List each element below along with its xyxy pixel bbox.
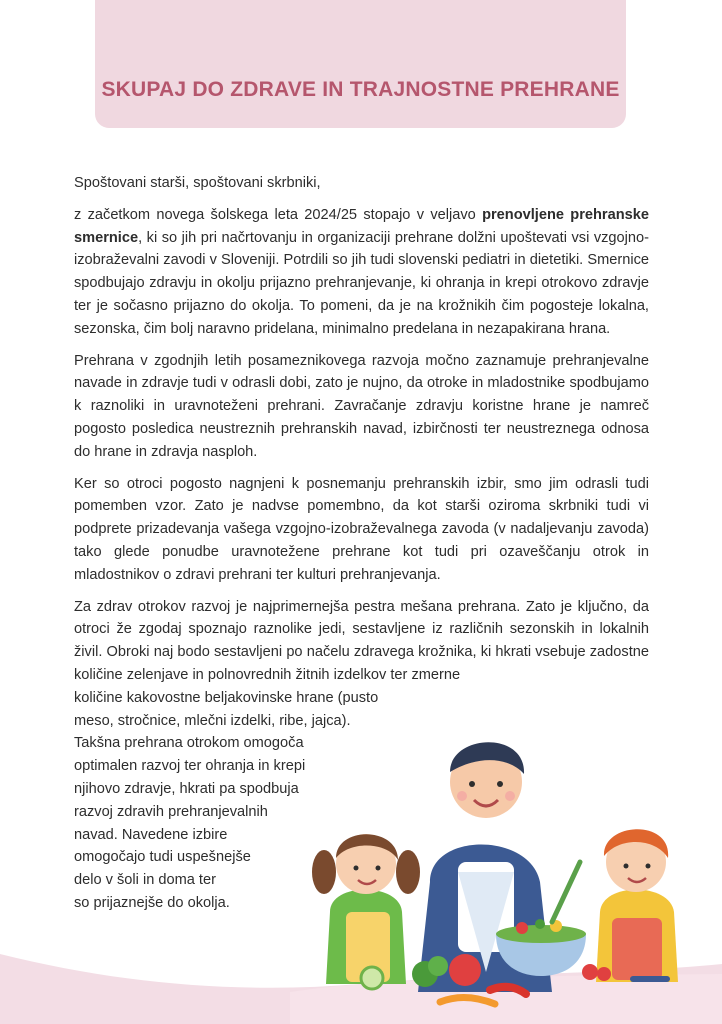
text-line: omogočajo tudi uspešnejše	[74, 849, 251, 866]
text-line: Takšna prehrana otrokom omogoča	[74, 735, 304, 752]
page-title: SKUPAJ DO ZDRAVE IN TRAJNOSTNE PREHRANE	[101, 78, 620, 101]
paragraph-1-bold: prenovljene prehranske smernice	[74, 206, 649, 246]
text-line: delo v šoli in doma ter	[74, 872, 216, 889]
family-cooking-illustration	[290, 722, 722, 1024]
paragraph-1-end: , ki so jih pri načrtovanju in organizaciji prehrane dolžni upoštevati vsi vzgojno-izobraževalni zavodi v Sloveniji. Potrdili so jih tudi slovenski pediatri in dietetiki. Smernice spodbujajo zdravju in okolju prijazno prehranjevanje, ki ohranja in krepi otrokovo zdravje ter je sočasno prijazno do okolja. To pomeni, da je na krožnikih čim pogosteje lokalna, sezonska, čim bolj naravno pridelana, minimalno predelana in nezapakirana hrana.	[74, 229, 649, 337]
text-line: količine kakovostne beljakovinske hrane (pusto	[74, 689, 379, 706]
girl-figure	[312, 834, 420, 984]
paragraph-3: Ker so otroci pogosto nagnjeni k posnemanju prehranskih izbir, smo jim odrasli tudi pomemben vzor. Zato je nadvse pomembno, da kot starši oziroma skrbniki tudi vi podprete prizadevanja vašega vzgojno-izobraževalnega zavoda (v nadaljevanju zavoda) tako glede ponudbe uravnotežene prehrane kot tudi pri ozaveščanju otrok in mladostnikov o zdravi prehrani ter kulturi prehranjevanja.	[74, 475, 649, 583]
salutation: Spoštovani starši, spoštovani skrbniki,	[74, 175, 321, 191]
text-line: navad. Navedene izbire	[74, 826, 228, 843]
text-line: optimalen razvoj ter ohranja in krepi	[74, 758, 306, 775]
paragraph-1	[74, 204, 649, 341]
text-line: so prijaznejše do okolja.	[74, 894, 230, 911]
paragraph-4: Za zdrav otrokov razvoj je najprimernejša pestra mešana prehrana. Zato je ključno, da otroci že zgodaj spoznajo raznolike jedi, sestavljene iz različnih sezonskih in lokalnih živil. Obroki naj bodo sestavljeni po načelu zdravega krožnika, ki hkrati vsebuje zadostne količine zelenjave in polnovrednih žitnih izdelkov ter zmerne	[74, 598, 649, 683]
text-line: razvoj zdravih prehranjevalnih	[74, 803, 268, 820]
paragraph-2: Prehrana v zgodnjih letih posameznikovega razvoja močno zaznamuje prehranjevalne navade in zdravje tudi v odrasli dobi, zato je nujno, da otroke in mladostnike spodbujamo k raznoliki in uravnoteženi prehrani. Zavračanje zdravju koristne hrane je namreč pogosto posledica neustreznih prehranskih navad, izbirčnosti ter neustreznega odnosa do hrane in zdravja nasploh.	[74, 352, 649, 460]
text-line: meso, stročnice, mlečni izdelki, ribe, jajca).	[74, 712, 351, 729]
boy-figure	[596, 829, 678, 982]
text-line: njihovo zdravje, hkrati pa spodbuja	[74, 780, 299, 797]
paragraph-1-start: z začetkom novega šolskega leta 2024/25 stopajo v veljavo	[74, 206, 483, 223]
header-banner	[95, 0, 626, 128]
